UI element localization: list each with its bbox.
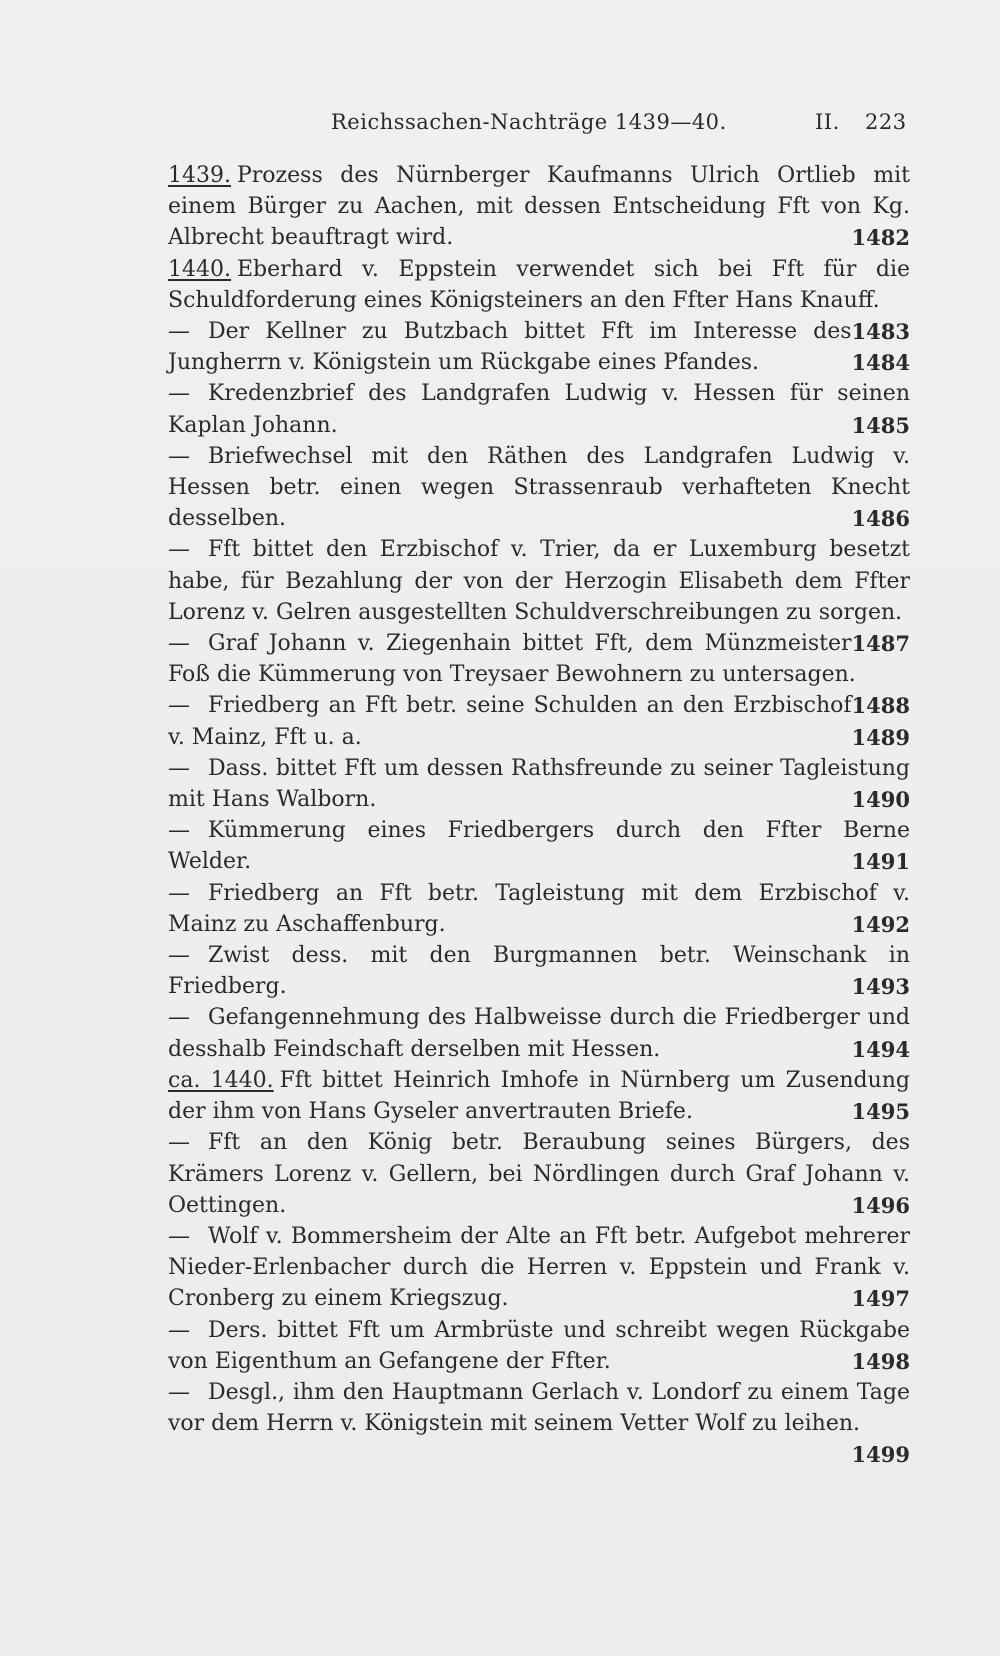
entry-text: Fft an den König betr. Beraubung seines Bürgers, des Krämers Lorenz v. Gellern, bei Nördlingen durch Graf Johann v. Oettingen. <box>168 1130 910 1218</box>
entry-dash: — <box>168 1317 190 1343</box>
entry-text: Der Kellner zu Butzbach bittet Fft im Interesse des Jungherrn v. Königstein um Rückgabe eines Pfandes. <box>168 319 852 376</box>
regest-entry <box>168 815 910 877</box>
entry-text: Friedberg an Fft betr. seine Schulden an den Erzbischof v. Mainz, Fft u. a. <box>168 693 852 750</box>
regest-entry <box>168 1002 910 1064</box>
entry-number: 1487 <box>851 631 910 657</box>
entry-dash: — <box>168 943 190 969</box>
entry-number: 1494 <box>851 1036 910 1062</box>
entry-text: Ders. bittet Fft um Armbrüste und schreibt wegen Rückgabe von Eigenthum an Gefangene der Ffter. <box>168 1317 910 1374</box>
entry-text: Zwist dess. mit den Burgmannen betr. Weinschank in Friedberg. <box>168 943 910 1000</box>
entry-dash: — <box>168 319 190 345</box>
regest-entry <box>168 160 910 254</box>
entry-number: 1485 <box>851 412 910 438</box>
entry-text: Friedberg an Fft betr. Tagleistung mit dem Erzbischof v. Mainz zu Aschaffenburg. <box>168 880 910 937</box>
entry-number: 1496 <box>851 1192 910 1218</box>
entry-number: 1490 <box>851 787 910 813</box>
entry-text: Prozess des Nürnberger Kaufmanns Ulrich Ortlieb mit einem Bürger zu Aachen, mit dessen Entscheidung Fft von Kg. Albrecht beauftragt wird. <box>168 163 910 251</box>
entry-number: 1497 <box>851 1286 910 1312</box>
entry-dash: — <box>168 381 190 407</box>
entry-list <box>168 160 910 1471</box>
entry-dash: — <box>168 693 190 719</box>
entry-dash: — <box>168 755 190 781</box>
entry-number: 1488 <box>851 693 910 719</box>
entry-text: Fft bittet den Erzbischof v. Trier, da er Luxemburg besetzt habe, für Bezahlung der von der Herzogin Elisabeth dem Ffter Lorenz v. Gelren ausgestellten Schuldverschreibungen zu sorgen. <box>168 537 910 625</box>
running-header <box>0 110 1000 140</box>
part-number: II. <box>815 110 840 134</box>
regest-entry <box>168 1377 910 1468</box>
regest-entry <box>168 378 910 440</box>
entry-text: Wolf v. Bommersheim der Alte an Fft betr. Aufgebot mehrerer Nieder-Erlenbacher durch die Herren v. Eppstein und Frank v. Cronberg zu einem Kriegszug. <box>168 1223 910 1312</box>
entry-dash: — <box>168 880 190 906</box>
regest-entry <box>168 628 910 719</box>
regest-entry <box>168 441 910 535</box>
entry-text: Gefangennehmung des Halbweisse durch die Friedberger und desshalb Feindschaft derselben mit Hessen. <box>168 1005 910 1062</box>
regest-entry <box>168 1065 910 1127</box>
entry-number: 1486 <box>851 506 910 532</box>
entry-dash: — <box>168 1379 190 1405</box>
entry-number: 1492 <box>851 911 910 937</box>
entry-text: Briefwechsel mit den Räthen des Landgrafen Ludwig v. Hessen betr. einen wegen Strassenraub verhafteten Knecht desselben. <box>168 443 910 532</box>
entry-dash: — <box>168 1005 190 1031</box>
running-title: Reichssachen-Nachträge 1439—40. <box>331 110 727 134</box>
regest-entry <box>168 534 910 657</box>
entry-number: 1491 <box>851 849 910 875</box>
entry-number: 1483 <box>851 319 910 345</box>
entry-number: 1482 <box>851 225 910 251</box>
entry-dash: — <box>168 631 190 657</box>
entry-number: 1484 <box>851 350 910 376</box>
entry-text: Graf Johann v. Ziegenhain bittet Fft, dem Münzmeister Foß die Kümmerung von Treysaer Bewohnern zu untersagen. <box>168 631 856 688</box>
entry-dash: — <box>168 443 190 469</box>
entry-text: Kümmerung eines Friedbergers durch den Ffter Berne Welder. <box>168 818 910 875</box>
entry-text: Kredenzbrief des Landgrafen Ludwig v. Hessen für seinen Kaplan Johann. <box>168 381 910 438</box>
regest-entry <box>168 878 910 940</box>
entry-number: 1495 <box>851 1099 910 1125</box>
regest-entry <box>168 254 910 345</box>
regest-entry <box>168 1221 910 1315</box>
entry-dash: — <box>168 1223 190 1249</box>
entry-year: 1439. <box>168 163 231 188</box>
entry-text: Fft bittet Heinrich Imhofe in Nürnberg um Zusendung der ihm von Hans Gyseler anvertrauten Briefe. <box>168 1067 911 1125</box>
entry-number: 1499 <box>851 1442 910 1468</box>
regest-entry <box>168 690 910 752</box>
regest-entry <box>168 1127 910 1221</box>
entry-text: Desgl., ihm den Hauptmann Gerlach v. Londorf zu einem Tage vor dem Herrn v. Königstein mit seinem Vetter Wolf zu leihen. <box>168 1379 910 1437</box>
entry-number: 1489 <box>851 724 910 750</box>
entry-dash: — <box>168 1130 190 1156</box>
regest-entry <box>168 316 910 378</box>
regest-entry <box>168 1315 910 1377</box>
page-number: 223 <box>865 110 907 134</box>
entry-year: ca. 1440. <box>168 1067 274 1093</box>
entry-dash: — <box>168 818 190 844</box>
entry-year: 1440. <box>168 256 231 282</box>
entry-text: Dass. bittet Fft um dessen Rathsfreunde zu seiner Tagleistung mit Hans Walborn. <box>168 755 910 813</box>
regest-entry <box>168 753 910 815</box>
entry-number: 1493 <box>851 974 910 1000</box>
regest-entry <box>168 940 910 1002</box>
entry-number: 1498 <box>851 1348 910 1374</box>
entry-text: Eberhard v. Eppstein verwendet sich bei Fft für die Schuldforderung eines Königsteiners an den Ffter Hans Knauff. <box>168 256 910 313</box>
entry-dash: — <box>168 537 190 563</box>
